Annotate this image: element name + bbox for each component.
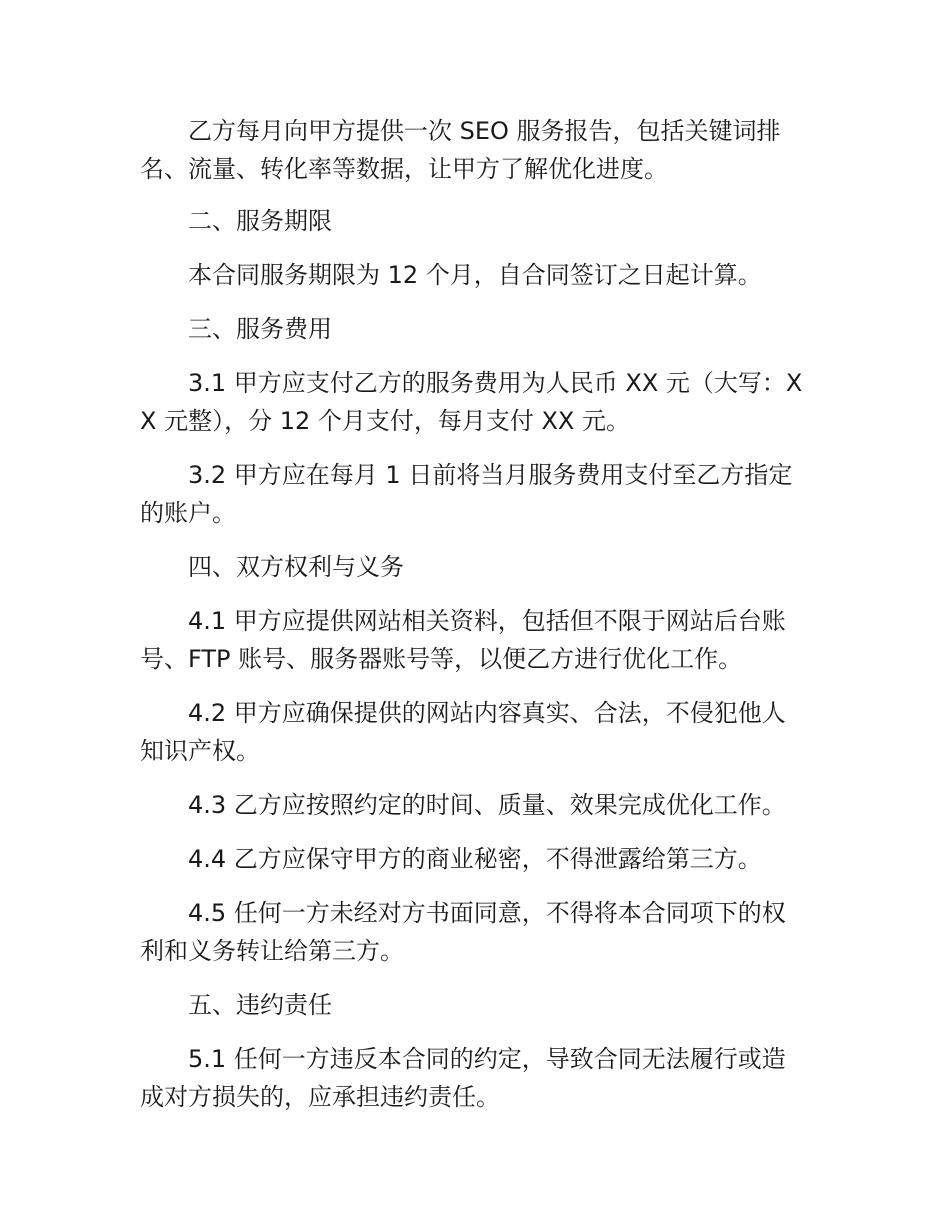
paragraph-service-term: 本合同服务期限为 12 个月，自合同签订之日起计算。 bbox=[188, 261, 762, 289]
paragraph-seo-report: 乙方每月向甲方提供一次 SEO 服务报告，包括关键词排名、流量、转化率等数据，让甲方了解优化进度。 bbox=[140, 117, 781, 183]
paragraph-clause-4-3: 4.3 乙方应按照约定的时间、质量、效果完成优化工作。 bbox=[188, 791, 786, 819]
heading-service-term: 二、服务期限 bbox=[188, 207, 332, 235]
paragraph-clause-4-5: 4.5 任何一方未经对方书面同意，不得将本合同项下的权利和义务转让给第三方。 bbox=[140, 899, 786, 965]
paragraph-clause-4-1: 4.1 甲方应提供网站相关资料，包括但不限于网站后台账号、FTP 账号、服务器账号等，以便乙方进行优化工作。 bbox=[140, 607, 786, 673]
heading-service-fee: 三、服务费用 bbox=[188, 315, 332, 343]
paragraph-clause-4-2: 4.2 甲方应确保提供的网站内容真实、合法，不侵犯他人知识产权。 bbox=[140, 699, 786, 765]
paragraph-clause-3-2: 3.2 甲方应在每月 1 日前将当月服务费用支付至乙方指定的账户。 bbox=[140, 461, 793, 527]
paragraph-clause-4-4: 4.4 乙方应保守甲方的商业秘密，不得泄露给第三方。 bbox=[188, 845, 762, 873]
document-body bbox=[140, 112, 805, 1116]
heading-breach-liability: 五、违约责任 bbox=[188, 991, 332, 1019]
heading-rights-obligations: 四、双方权利与义务 bbox=[188, 553, 404, 581]
paragraph-clause-3-1: 3.1 甲方应支付乙方的服务费用为人民币 XX 元（大写：XX 元整），分 12 个月支付，每月支付 XX 元。 bbox=[140, 369, 803, 435]
paragraph-clause-5-1: 5.1 任何一方违反本合同的约定，导致合同无法履行或造成对方损失的，应承担违约责任。 bbox=[140, 1045, 786, 1111]
